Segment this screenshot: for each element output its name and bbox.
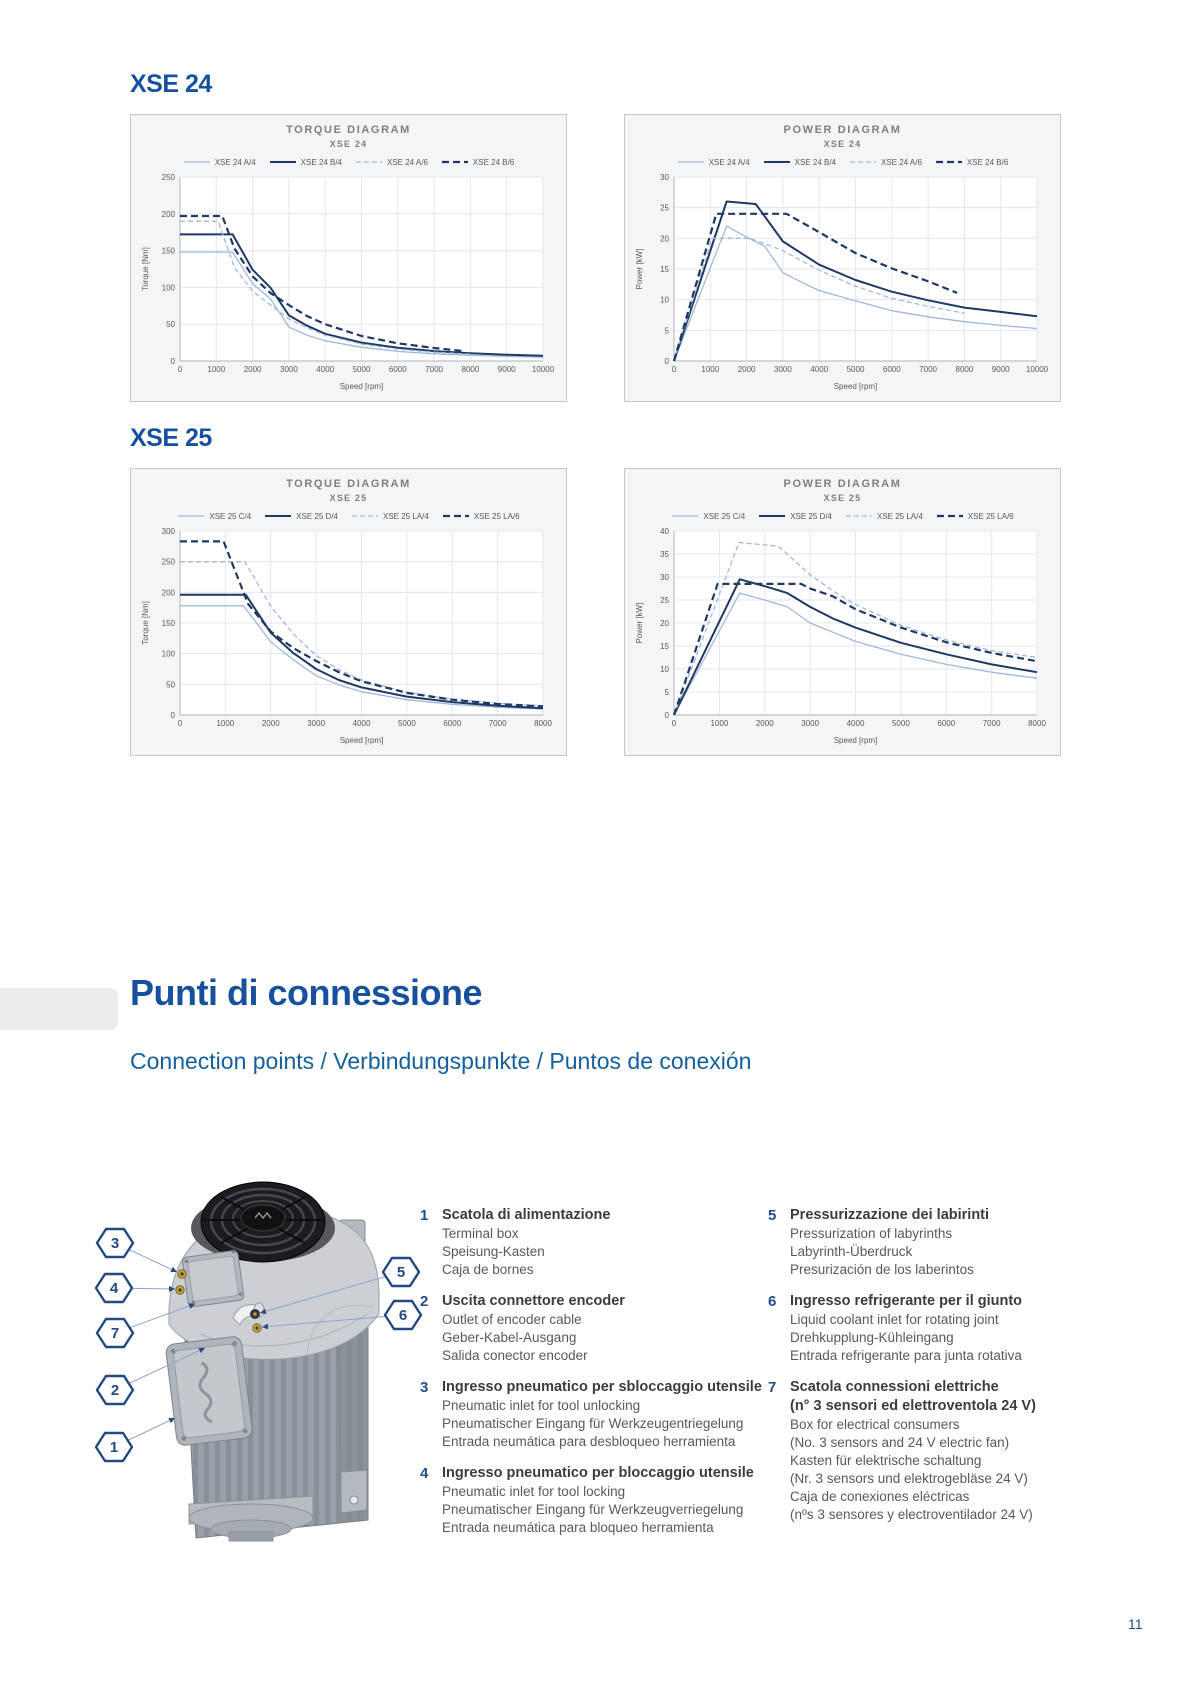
svg-text:40: 40 — [660, 527, 669, 536]
svg-text:1000: 1000 — [701, 365, 720, 374]
callout-number: 4 — [109, 1280, 119, 1297]
connection-item-translation: Terminal box — [442, 1226, 519, 1241]
svg-text:10: 10 — [660, 295, 669, 305]
svg-text:150: 150 — [161, 619, 175, 628]
svg-text:15: 15 — [660, 642, 669, 651]
svg-text:3000: 3000 — [280, 365, 298, 374]
chart-subtitle: XSE 25 — [823, 493, 862, 503]
svg-text:6000: 6000 — [882, 365, 901, 374]
svg-text:1000: 1000 — [710, 719, 729, 728]
chart-subtitle: XSE 24 — [329, 139, 368, 149]
chart-torque-xse24 — [130, 114, 567, 402]
svg-text:35: 35 — [660, 550, 669, 559]
connection-item-translation: Speisung-Kasten — [442, 1244, 545, 1259]
connection-item-translation: (nºs 3 sensores y electroventilador 24 V) — [790, 1507, 1033, 1522]
legend-item — [355, 158, 428, 167]
svg-text:7000: 7000 — [425, 365, 443, 374]
svg-text:6000: 6000 — [443, 719, 462, 728]
legend-item — [936, 512, 1014, 521]
connection-item-title: Uscita connettore encoder — [442, 1293, 625, 1309]
legend-label: XSE 25 LA/4 — [877, 511, 923, 521]
svg-text:0: 0 — [671, 719, 677, 728]
connection-item-number: 4 — [420, 1465, 429, 1482]
legend-item — [441, 158, 514, 167]
connection-item-translation: (No. 3 sensors and 24 V electric fan) — [790, 1435, 1010, 1450]
connection-item-translation: Geber-Kabel-Ausgang — [442, 1330, 577, 1345]
legend-label: XSE 24 B/6 — [472, 157, 515, 167]
connection-item-2 — [420, 1292, 768, 1365]
chart-title: POWER DIAGRAM — [783, 478, 902, 490]
svg-text:2000: 2000 — [261, 719, 280, 728]
svg-text:0: 0 — [170, 357, 175, 366]
svg-text:15: 15 — [660, 265, 669, 274]
legend-label: XSE 24 B/4 — [300, 157, 342, 167]
svg-text:Speed [rpm]: Speed [rpm] — [833, 736, 878, 745]
legend-item — [758, 512, 832, 521]
page-number: 11 — [1128, 1616, 1143, 1632]
chart-subtitle: XSE 24 — [823, 139, 862, 149]
legend-label: XSE 24 A/6 — [387, 157, 428, 167]
connection-item-title: Ingresso pneumatico per sbloccaggio utensile — [442, 1379, 762, 1395]
svg-text:7000: 7000 — [488, 719, 507, 728]
callout-number: 2 — [110, 1382, 120, 1399]
svg-text:4000: 4000 — [316, 365, 335, 374]
legend-item — [269, 158, 342, 167]
svg-text:Power [kW]: Power [kW] — [635, 602, 644, 644]
section-heading-xse25: XSE 25 — [130, 424, 212, 452]
callout-badge-2 — [97, 1376, 133, 1404]
svg-text:50: 50 — [166, 680, 175, 690]
section-heading-xse24: XSE 24 — [130, 70, 212, 98]
svg-text:8000: 8000 — [1028, 719, 1046, 728]
legend-item — [677, 158, 750, 167]
svg-text:5: 5 — [664, 326, 669, 336]
callout-number: 3 — [110, 1235, 120, 1252]
svg-text:7000: 7000 — [982, 719, 1001, 728]
svg-text:2000: 2000 — [243, 365, 262, 374]
legend-label: XSE 24 A/4 — [214, 157, 256, 167]
svg-text:8000: 8000 — [534, 719, 552, 728]
svg-text:Torque [Nm]: Torque [Nm] — [141, 247, 150, 291]
legend-item — [845, 512, 923, 521]
svg-text:6000: 6000 — [937, 719, 956, 728]
callout-number: 5 — [396, 1264, 406, 1281]
svg-text:10000: 10000 — [1025, 365, 1049, 374]
svg-text:2000: 2000 — [737, 365, 756, 374]
svg-text:Speed [rpm]: Speed [rpm] — [339, 736, 384, 745]
connection-item-translation: Outlet of encoder cable — [442, 1312, 582, 1327]
legend-label: XSE 25 D/4 — [790, 511, 832, 521]
svg-text:1000: 1000 — [216, 719, 235, 728]
connection-item-5 — [768, 1206, 1116, 1279]
connection-item-number: 7 — [768, 1379, 777, 1396]
connection-item-title: Pressurizzazione dei labirinti — [790, 1207, 990, 1223]
connection-item-number: 5 — [768, 1207, 777, 1224]
callout-number: 1 — [109, 1439, 119, 1456]
connection-item-translation: Labyrinth-Überdruck — [790, 1244, 913, 1259]
svg-text:3000: 3000 — [801, 719, 820, 728]
connection-item-number: 1 — [420, 1207, 429, 1224]
svg-text:2000: 2000 — [755, 719, 774, 728]
svg-text:3000: 3000 — [774, 365, 792, 374]
connection-item-translation: Caja de bornes — [442, 1262, 534, 1277]
svg-text:100: 100 — [161, 283, 175, 293]
connection-item-6 — [768, 1292, 1116, 1365]
connection-item-7 — [768, 1378, 1116, 1524]
connection-item-translation: Liquid coolant inlet for rotating joint — [790, 1312, 999, 1327]
svg-text:4000: 4000 — [810, 365, 829, 374]
legend-label: XSE 24 B/4 — [794, 157, 836, 167]
legend-item — [671, 512, 745, 521]
chart-title: POWER DIAGRAM — [783, 124, 902, 136]
svg-text:6000: 6000 — [388, 365, 407, 374]
svg-text:Speed [rpm]: Speed [rpm] — [833, 382, 878, 391]
callout-badge-7 — [97, 1319, 133, 1347]
spindle-motor-illustration — [83, 1102, 423, 1542]
legend-item — [849, 158, 922, 167]
svg-text:8000: 8000 — [955, 365, 974, 374]
connection-points-subtitle: Connection points / Verbindungspunkte / Puntos de conexión — [130, 1048, 752, 1074]
legend-label: XSE 25 D/4 — [296, 511, 338, 521]
connection-item-translation: Pressurization of labyrinths — [790, 1226, 953, 1241]
svg-text:20: 20 — [660, 234, 669, 244]
chart-legend — [177, 510, 519, 522]
svg-text:5000: 5000 — [846, 365, 865, 374]
callout-badge-3 — [97, 1229, 133, 1257]
legend-item — [763, 158, 836, 167]
connection-item-3 — [420, 1378, 768, 1451]
svg-text:10: 10 — [660, 665, 669, 674]
connection-item-translation: Presurización de los laberintos — [790, 1262, 974, 1277]
svg-text:300: 300 — [161, 527, 175, 536]
svg-text:9000: 9000 — [991, 365, 1010, 374]
svg-text:25: 25 — [660, 596, 669, 605]
chart-legend — [671, 510, 1013, 522]
svg-text:25: 25 — [660, 203, 669, 213]
svg-text:200: 200 — [161, 209, 175, 219]
svg-text:10000: 10000 — [531, 365, 555, 374]
svg-text:1000: 1000 — [207, 365, 226, 374]
svg-text:250: 250 — [161, 173, 175, 182]
legend-item — [264, 512, 338, 521]
chart-plot — [138, 171, 559, 393]
connection-item-translation: (Nr. 3 sensors und elektrogebläse 24 V) — [790, 1471, 1028, 1486]
svg-text:0: 0 — [671, 365, 677, 374]
svg-text:Power [kW]: Power [kW] — [635, 248, 644, 290]
svg-text:4000: 4000 — [352, 719, 371, 728]
connection-item-translation: Pneumatischer Eingang für Werkzeugverriegelung — [442, 1502, 744, 1517]
motor-art — [165, 1182, 379, 1541]
svg-text:0: 0 — [170, 711, 175, 720]
connection-item-title: Ingresso refrigerante per il giunto — [790, 1293, 1023, 1309]
chart-power-xse24 — [624, 114, 1061, 402]
legend-label: XSE 24 A/4 — [708, 157, 750, 167]
connection-item-translation: Pneumatischer Eingang für Werkzeugentriegelung — [442, 1416, 744, 1431]
legend-item — [183, 158, 256, 167]
connection-item-translation: Kasten für elektrische schaltung — [790, 1453, 982, 1468]
svg-text:5000: 5000 — [891, 719, 910, 728]
chart-plot — [138, 525, 559, 747]
chart-plot — [632, 171, 1053, 393]
svg-text:0: 0 — [664, 711, 669, 720]
legend-label: XSE 25 C/4 — [703, 511, 746, 521]
section-tab-decoration — [0, 988, 118, 1030]
legend-item — [935, 158, 1008, 167]
chart-subtitle: XSE 25 — [329, 493, 368, 503]
connection-item-translation: Pneumatic inlet for tool unlocking — [442, 1398, 641, 1413]
legend-label: XSE 25 LA/4 — [383, 511, 429, 521]
svg-text:3000: 3000 — [307, 719, 326, 728]
legend-label: XSE 24 B/6 — [966, 157, 1009, 167]
connection-list-column-1 — [420, 1206, 768, 1550]
svg-text:5: 5 — [664, 688, 669, 697]
legend-item — [442, 512, 520, 521]
svg-text:200: 200 — [161, 588, 175, 598]
callout-number: 7 — [110, 1325, 120, 1342]
svg-text:Torque [Nm]: Torque [Nm] — [141, 601, 150, 645]
connection-item-number: 6 — [768, 1293, 777, 1310]
svg-text:30: 30 — [660, 573, 669, 582]
connection-item-translation: Pneumatic inlet for tool locking — [442, 1484, 626, 1499]
connection-item-translation: Box for electrical consumers — [790, 1417, 960, 1432]
svg-text:250: 250 — [161, 557, 175, 567]
chart-torque-xse25 — [130, 468, 567, 756]
legend-label: XSE 25 C/4 — [209, 511, 252, 521]
svg-text:30: 30 — [660, 173, 669, 182]
chart-plot — [632, 525, 1053, 747]
chart-legend — [677, 156, 1009, 168]
legend-label: XSE 25 LA/6 — [967, 511, 1014, 521]
svg-text:150: 150 — [161, 246, 175, 256]
connection-item-number: 2 — [420, 1293, 429, 1310]
connection-item-1 — [420, 1206, 768, 1279]
svg-text:100: 100 — [161, 649, 175, 659]
callout-badge-4 — [96, 1274, 132, 1302]
connection-item-number: 3 — [420, 1379, 429, 1396]
callout-number: 6 — [398, 1307, 408, 1324]
legend-item — [351, 512, 429, 521]
legend-item — [177, 512, 251, 521]
svg-text:9000: 9000 — [497, 365, 516, 374]
svg-text:0: 0 — [177, 719, 183, 728]
chart-legend — [183, 156, 515, 168]
chart-title: TORQUE DIAGRAM — [286, 478, 411, 490]
callout-badge-1 — [96, 1433, 132, 1461]
legend-label: XSE 25 LA/6 — [473, 511, 520, 521]
chart-power-xse25 — [624, 468, 1061, 756]
connection-item-title: Scatola connessioni elettriche — [790, 1379, 999, 1395]
svg-text:7000: 7000 — [919, 365, 937, 374]
connection-item-title: (n° 3 sensori ed elettroventola 24 V) — [790, 1398, 1036, 1414]
connection-item-translation: Drehkupplung-Kühleingang — [790, 1330, 954, 1345]
connection-item-translation: Entrada neumática para desbloqueo herramienta — [442, 1434, 736, 1449]
svg-text:5000: 5000 — [397, 719, 416, 728]
svg-text:5000: 5000 — [352, 365, 371, 374]
svg-text:4000: 4000 — [846, 719, 865, 728]
connection-list-column-2 — [768, 1206, 1116, 1537]
connection-item-translation: Salida conector encoder — [442, 1348, 588, 1363]
svg-text:Speed [rpm]: Speed [rpm] — [339, 382, 384, 391]
legend-label: XSE 24 A/6 — [881, 157, 922, 167]
callout-badge-5 — [383, 1258, 419, 1286]
connection-item-title: Ingresso pneumatico per bloccaggio utensile — [442, 1465, 754, 1481]
svg-text:20: 20 — [660, 619, 669, 628]
connection-item-translation: Entrada neumática para bloqueo herramienta — [442, 1520, 714, 1535]
connection-item-translation: Entrada refrigerante para junta rotativa — [790, 1348, 1022, 1363]
chart-title: TORQUE DIAGRAM — [286, 124, 411, 136]
callout-badge-6 — [385, 1301, 421, 1329]
svg-text:0: 0 — [664, 357, 669, 366]
svg-text:50: 50 — [166, 320, 175, 330]
connection-item-4 — [420, 1464, 768, 1537]
connection-item-translation: Caja de conexiones eléctricas — [790, 1489, 970, 1504]
connection-points-title: Punti di connessione — [130, 972, 483, 1013]
svg-text:8000: 8000 — [461, 365, 480, 374]
connection-item-title: Scatola di alimentazione — [442, 1207, 611, 1223]
svg-text:0: 0 — [177, 365, 183, 374]
